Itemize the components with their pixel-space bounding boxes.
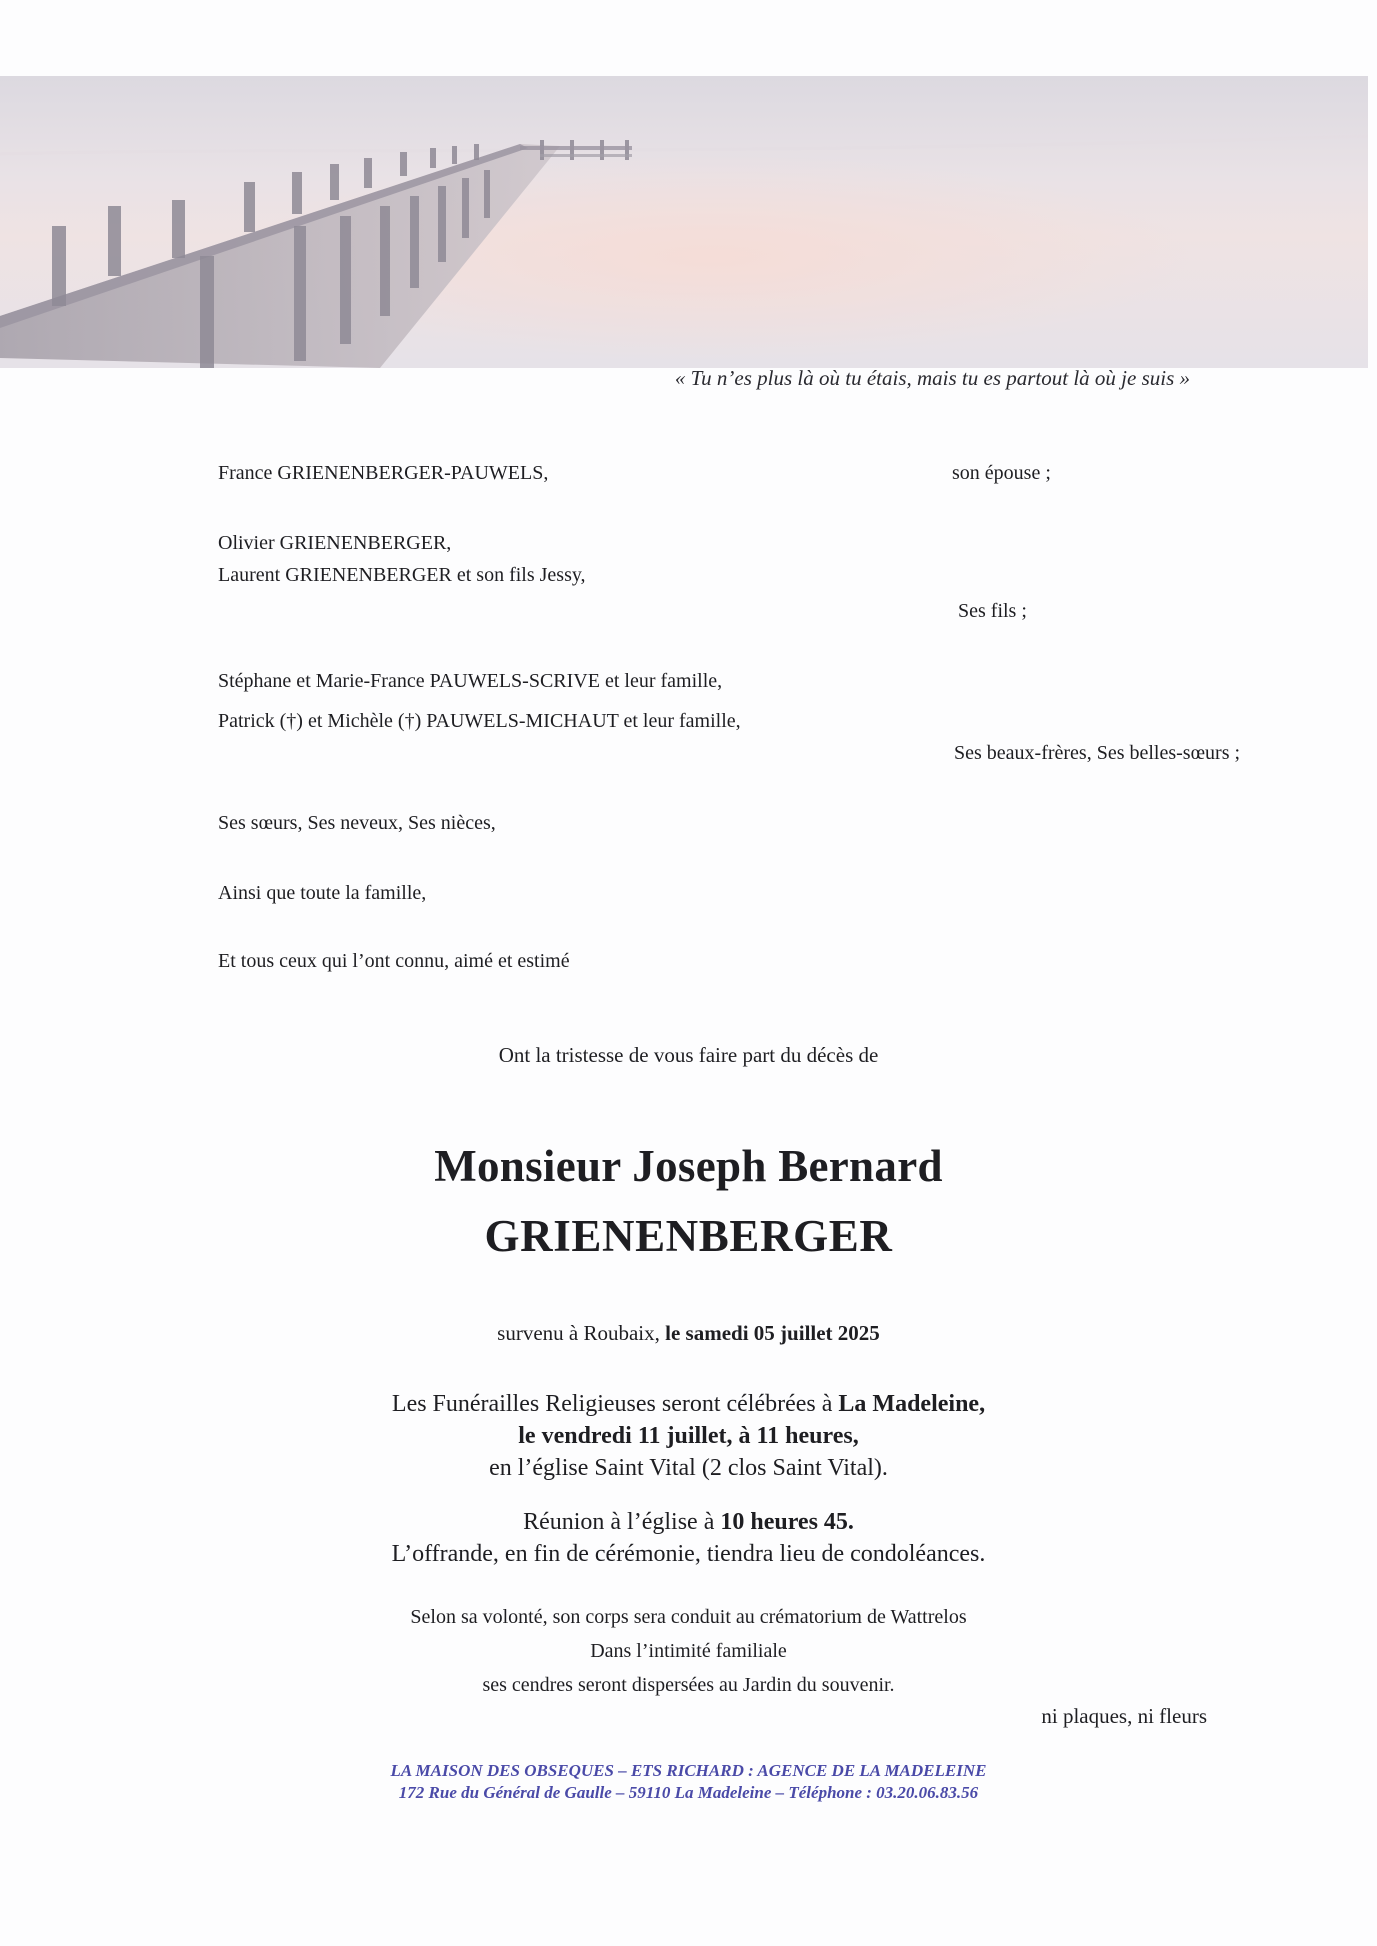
offering-line: L’offrande, en fin de cérémonie, tiendra lieu de condoléances. [391, 1541, 986, 1567]
funeral-line-2: le vendredi 11 juillet, à 11 heures, [518, 1423, 859, 1449]
funeral-details [0, 1388, 1377, 1484]
family-siblings: Ses sœurs, Ses neveux, Ses nièces, [218, 812, 496, 834]
footer-agency: LA MAISON DES OBSEQUES – ETS RICHARD : AGENCE DE LA MADELEINE [390, 1761, 987, 1780]
family-son-1: Olivier GRIENENBERGER, [218, 532, 452, 554]
funeral-place: La Madeleine, [838, 1391, 986, 1417]
death-date: le samedi 05 juillet 2025 [665, 1321, 880, 1345]
family-son-2: Laurent GRIENENBERGER et son fils Jessy, [218, 564, 586, 586]
announcement-intro: Ont la tristesse de vous faire part du décès de [498, 1043, 879, 1067]
family-wife-role: son épouse ; [952, 462, 1051, 484]
wish-line-1: Selon sa volonté, son corps sera conduit au crématorium de Wattrelos [410, 1606, 967, 1628]
reunion-details [0, 1506, 1377, 1570]
family-sons-role: Ses fils ; [958, 600, 1027, 622]
banner-image-pier-lake [0, 76, 1368, 368]
family-inlaws-role: Ses beaux-frères, Ses belles-sœurs ; [954, 742, 1241, 764]
no-flowers-note: ni plaques, ni fleurs [1041, 1704, 1207, 1728]
funeral-line-1: Les Funérailles Religieuses seront célébrées à La Madeleine, [391, 1391, 986, 1417]
deceased-name-line2: GRIENENBERGER [484, 1211, 893, 1261]
reunion-time: 10 heures 45. [720, 1509, 854, 1535]
funeral-line-3: en l’église Saint Vital (2 clos Saint Vital). [489, 1455, 888, 1481]
wish-line-2: Dans l’intimité familiale [590, 1640, 787, 1662]
family-all: Ainsi que toute la famille, [218, 882, 427, 904]
funeral-home-footer [0, 1760, 1377, 1804]
death-place: survenu à Roubaix, [497, 1321, 666, 1345]
reunion-line: Réunion à l’église à 10 heures 45. [523, 1509, 854, 1535]
cremation-wishes [0, 1600, 1377, 1702]
family-inlaw-2: Patrick (†) et Michèle (†) PAUWELS-MICHAUT et leur famille, [218, 710, 741, 732]
family-inlaw-1: Stéphane et Marie-France PAUWELS-SCRIVE et leur famille, [218, 670, 723, 692]
deceased-name-line1: Monsieur Joseph Bernard [434, 1141, 943, 1191]
death-notice [0, 1321, 1377, 1346]
family-wife-name: France GRIENENBERGER-PAUWELS, [218, 462, 549, 484]
footer-address: 172 Rue du Général de Gaulle – 59110 La Madeleine – Téléphone : 03.20.06.83.56 [398, 1783, 979, 1802]
family-friends: Et tous ceux qui l’ont connu, aimé et estimé [218, 950, 570, 972]
wish-line-3: ses cendres seront dispersées au Jardin du souvenir. [482, 1674, 895, 1696]
epigraph-quote: « Tu n’es plus là où tu étais, mais tu es partout là où je suis » [674, 366, 1190, 390]
